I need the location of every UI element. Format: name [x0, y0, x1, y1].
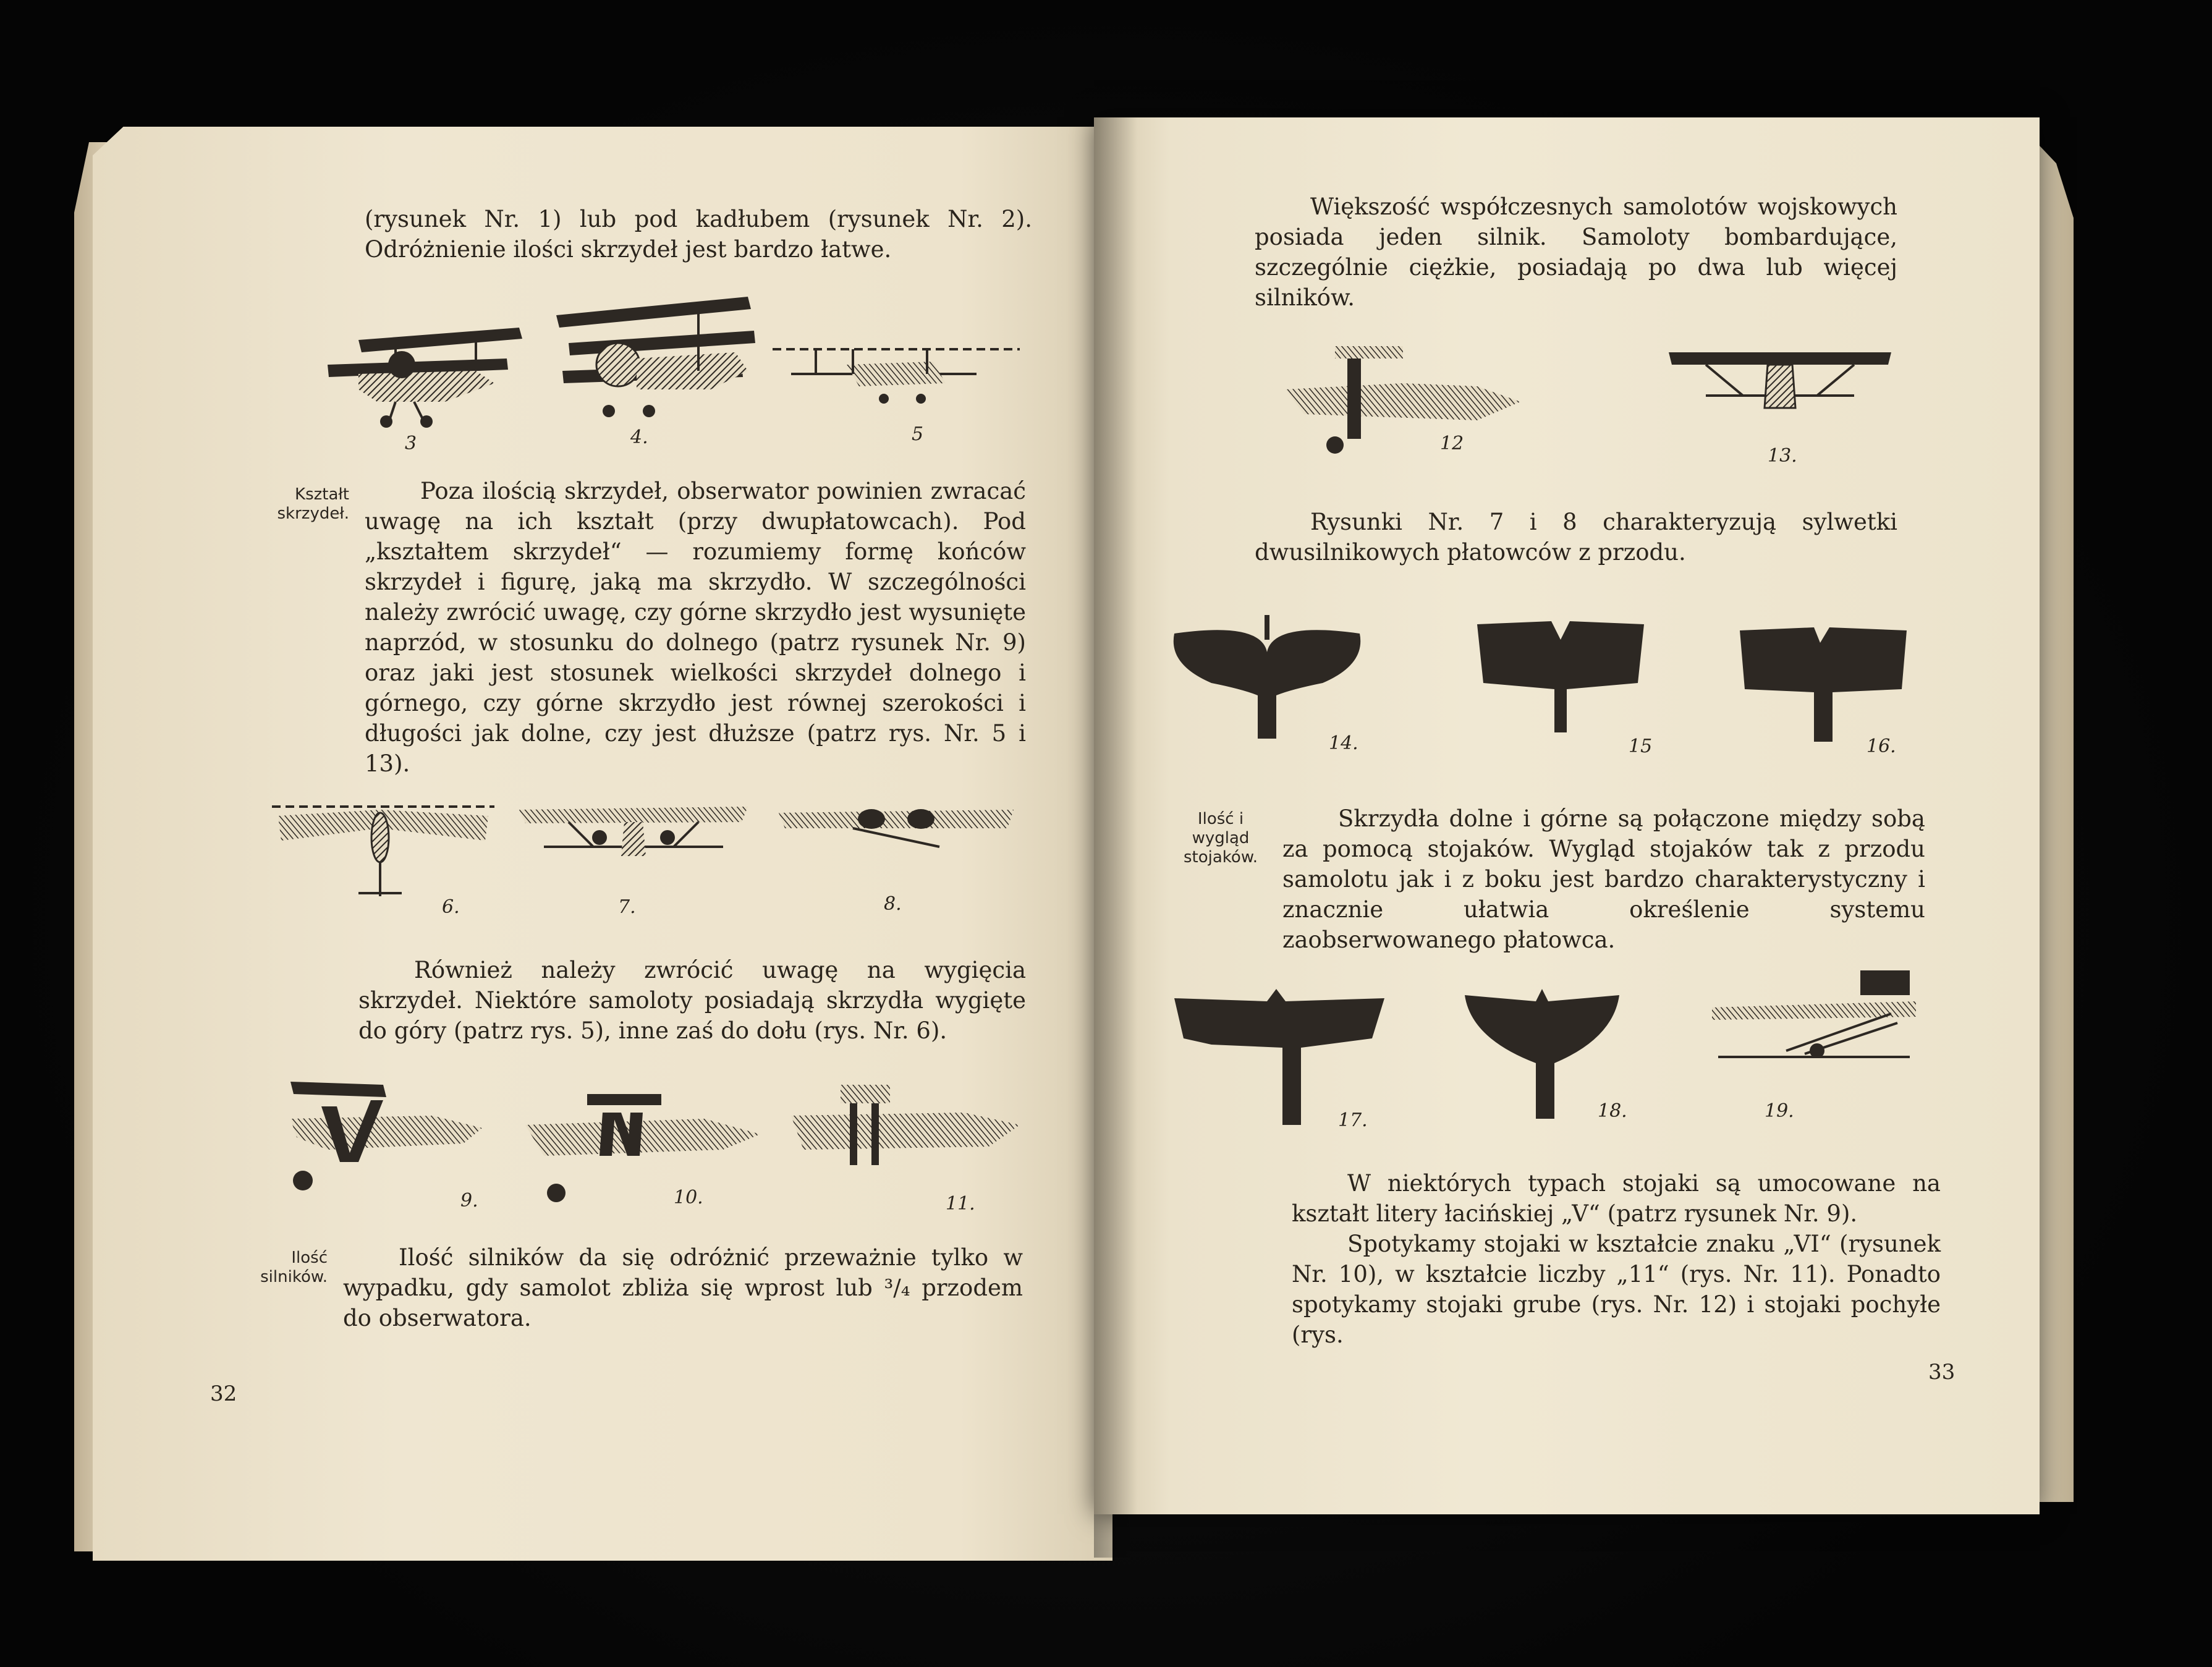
margin-note-struts: Ilość i wygląd stojaków. — [1184, 810, 1258, 867]
figure-11-parallel-struts — [785, 1079, 1026, 1177]
caption-fig-13: 13. — [1768, 445, 1797, 467]
right-para-top: Większość współczesnych samolotów wojskowych posiada jeden silnik. Samoloty bombardujące, szczególnie ciężkie, posiadają po dwa lub więcej silników. — [1255, 193, 1897, 311]
left-para-top: (rysunek Nr. 1) lub pod kadłubem (rysunek Nr. 2). Odróżnienie ilości skrzydeł jest bardzo łatwe. — [365, 206, 1032, 263]
figure-14-planform — [1168, 615, 1366, 751]
margin-note-shape: Kształt skrzydeł. — [277, 485, 349, 523]
figure-5-biplane — [773, 337, 1020, 411]
figure-10-n-struts — [519, 1088, 766, 1205]
page-number-right: 33 — [1928, 1360, 1956, 1385]
book-gutter — [1094, 117, 1137, 1558]
caption-fig-18: 18. — [1598, 1100, 1627, 1122]
caption-fig-9: 9. — [460, 1190, 478, 1211]
figure-16-planform — [1740, 618, 1907, 748]
caption-fig-11: 11. — [946, 1193, 975, 1215]
caption-fig-14: 14. — [1329, 732, 1358, 754]
figure-3-biplane — [321, 315, 525, 433]
caption-fig-4: 4. — [630, 426, 648, 448]
page-number-left: 32 — [210, 1381, 237, 1406]
caption-fig-15: 15 — [1629, 736, 1653, 757]
left-para-engines: Ilość silników da się odróżnić przeważnie tylko w wypadku, gdy samolot zbliża się wprost lub ³/₄ przodem do obserwatora. — [343, 1244, 1023, 1331]
caption-fig-8: 8. — [884, 893, 902, 915]
figure-13-front-view — [1669, 346, 1891, 420]
caption-fig-16: 16. — [1867, 736, 1896, 757]
caption-fig-7: 7. — [618, 896, 636, 918]
caption-fig-19: 19. — [1765, 1100, 1794, 1122]
right-para-vi: Spotykamy stojaki w kształcie znaku „VI“ (rysunek Nr. 10), w kształcie liczby „11“ (rys. Nr. 11). Ponadto spotykamy stojaki grube (rys. Nr. 12) i stojaki pochyłe (rys. — [1292, 1231, 1941, 1348]
right-para-struts: Skrzydła dolne i górne są połączone między sobą za pomocą stojaków. Wygląd stojaków tak z przodu samolotu jak i z boku jest bardzo charakterystyczny i znacznie ułatwia określenie systemu zaobserwowanego płatowca. — [1282, 805, 1925, 953]
caption-fig-10: 10. — [674, 1187, 703, 1208]
right-para-front: Rysunki Nr. 7 i 8 charakteryzują sylwetki dwusilnikowych płatowców z przodu. — [1255, 509, 1897, 566]
caption-fig-12: 12 — [1440, 433, 1464, 454]
figure-6-front-view — [272, 794, 494, 915]
figure-4-triplane — [550, 291, 760, 426]
figure-9-v-struts — [278, 1075, 501, 1199]
figure-12-thick-struts — [1279, 340, 1527, 457]
caption-fig-5: 5 — [912, 423, 924, 445]
figure-7-front-view — [519, 804, 748, 865]
figure-18-planform — [1465, 989, 1619, 1122]
figure-19-inclined-struts — [1712, 970, 1916, 1069]
caption-fig-3: 3 — [405, 433, 417, 454]
left-para-shape: Poza ilością skrzydeł, obserwator powinien zwracać uwagę na ich kształt (przy dwupłatowcach). Pod „kształtem skrzydeł“ — rozumiemy formę końców skrzydeł i figurę, jaką ma skrzydło. W szczególności należy zwrócić uwagę, czy górne skrzydło jest wysunięte naprzód, w stosunku do dolnego (patrz rysunek Nr. 9) oraz jaki jest stosunek wielkości skrzydeł dolnego i górnego, czy górne skrzydło jest równej szerokości i długości jak dolne, czy jest dłuższe (patrz rys. Nr. 5 i 13). — [365, 478, 1026, 777]
margin-note-engines: Ilość silników. — [260, 1249, 328, 1286]
figure-8-front-view — [779, 800, 1014, 856]
caption-fig-6: 6. — [442, 896, 460, 918]
right-para-v: W niektórych typach stojaki są umocowane na kształt litery łacińskiej „V“ (patrz rysunek Nr. 9). Spotykamy stojaki w kształcie znaku „VI“ (rysunek Nr. 10), w kształcie liczby „11“ (rys. Nr. 11). Ponadto spotykamy stojaki grube (rys. Nr. 12) i stojaki pochyłe (rys. — [1292, 1168, 1941, 1350]
left-para-bend: Również należy zwrócić uwagę na wygięcia skrzydeł. Niektóre samoloty posiadają skrzydła wygięte do góry (patrz rys. 5), inne zaś do dołu (rys. Nr. 6). — [358, 957, 1026, 1044]
caption-fig-17: 17. — [1338, 1109, 1368, 1131]
figure-15-planform — [1477, 615, 1644, 739]
